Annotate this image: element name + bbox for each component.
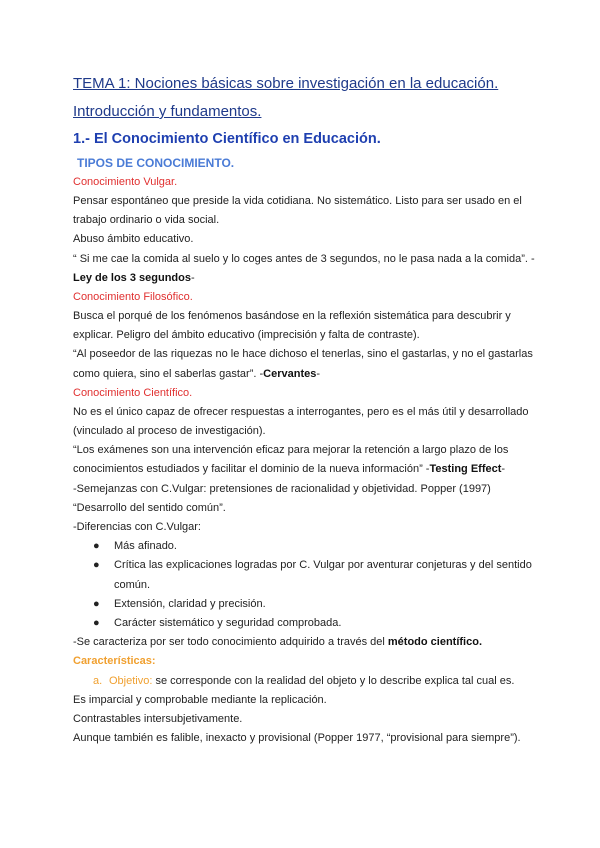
list-item	[93, 537, 535, 556]
bullet-icon: ●	[93, 617, 100, 630]
list-item-text: Extensión, claridad y precisión.	[114, 597, 266, 610]
tipos-heading: TIPOS DE CONOCIMIENTO.	[77, 156, 235, 170]
vulgar-abuso: Abuso ámbito educativo.	[73, 233, 194, 246]
filosofico-heading: Conocimiento Filosófico.	[73, 291, 193, 304]
caracteriza-text: -Se caracteriza por ser todo conocimiento adquirido a través del	[73, 636, 388, 649]
metodo-cientifico: método científico.	[387, 636, 483, 649]
filosofico-quote-end: -	[316, 367, 321, 380]
objetivo-text: se corresponde con la realidad del objeto y lo describe explica tal cual es.	[152, 674, 515, 687]
caracteristicas-item-a	[73, 672, 535, 691]
vulgar-paragraph: Pensar espontáneo que preside la vida cotidiana. No sistemático. Listo para ser usado en el trabajo ordinario o vida social.	[73, 195, 522, 227]
caracteristicas-heading: Características:	[73, 655, 156, 668]
list-item	[93, 556, 535, 594]
bullet-icon: ●	[93, 597, 100, 610]
cientifico-quote-end: -	[501, 463, 506, 476]
cientifico-paragraph: No es el único capaz de ofrecer respuestas a interrogantes, pero es el más útil y desarrollado (vinculado al proceso de investigación).	[73, 405, 529, 438]
filosofico-quote-source: Cervantes	[263, 367, 317, 380]
list-item-text: Más afinado.	[114, 540, 177, 553]
caracteristicas-line-4: Aunque también es falible, inexacto y provisional (Popper 1977, “provisional para siempre”).	[73, 732, 521, 745]
list-item-text: Crítica las explicaciones logradas por C. Vulgar por aventurar conjeturas y del sentido común.	[114, 559, 532, 591]
document-content	[73, 72, 535, 748]
semejanzas-line: -Semejanzas con C.Vulgar: pretensiones de racionalidad y objetividad. Popper (1997)	[73, 482, 491, 495]
bullet-icon: ●	[93, 540, 100, 553]
vulgar-quote-end: -	[190, 271, 195, 284]
vulgar-heading: Conocimiento Vulgar.	[73, 176, 178, 188]
diferencias-line: -Diferencias con C.Vulgar:	[73, 521, 201, 534]
desarrollo-line: “Desarrollo del sentido común”.	[73, 501, 226, 514]
list-marker: a.	[93, 674, 103, 687]
list-item	[93, 614, 535, 633]
document-subtitle: Introducción y fundamentos.	[73, 103, 262, 120]
diferencias-list	[73, 537, 535, 633]
cientifico-quote-source: Testing Effect	[429, 463, 502, 476]
vulgar-quote-source: Ley de los 3 segundos	[73, 271, 191, 284]
filosofico-quote-text: “Al poseedor de las riquezas no le hace dichoso el tenerlas, sino el gastarlas, y no el gastarlas como quiera, sino el saberlas gastar”. -	[73, 348, 533, 380]
vulgar-quote	[73, 250, 535, 288]
caracteristicas-line-2: Es imparcial y comprobable mediante la replicación.	[73, 693, 327, 706]
cientifico-quote-text: “Los exámenes son una intervención eficaz para mejorar la retención a largo plazo de los conocimientos estudiados y facilitar el dominio de la nueva información” -	[73, 444, 509, 476]
filosofico-paragraph: Busca el porqué de los fenómenos basándose en la reflexión sistemática para descubrir y explicar. Peligro del ámbito educativo (imprecisión y falta de contraste).	[73, 310, 511, 342]
section-heading: 1.- El Conocimiento Científico en Educación.	[73, 131, 381, 147]
caracteristicas-line-3: Contrastables intersubjetivamente.	[73, 713, 243, 726]
filosofico-quote	[73, 345, 535, 383]
cientifico-heading: Conocimiento Científico.	[73, 386, 193, 399]
list-item	[93, 595, 535, 614]
list-item-text: Carácter sistemático y seguridad comprobada.	[114, 617, 342, 630]
caracteriza-line	[73, 633, 535, 652]
bullet-icon: ●	[93, 559, 100, 572]
cientifico-quote	[73, 441, 535, 479]
objetivo-label: Objetivo:	[109, 674, 153, 687]
vulgar-quote-text: “ Si me cae la comida al suelo y lo coges antes de 3 segundos, no le pasa nada a la comida”. -	[73, 252, 535, 265]
document-title: TEMA 1: Nociones básicas sobre investigación en la educación.	[73, 75, 499, 92]
